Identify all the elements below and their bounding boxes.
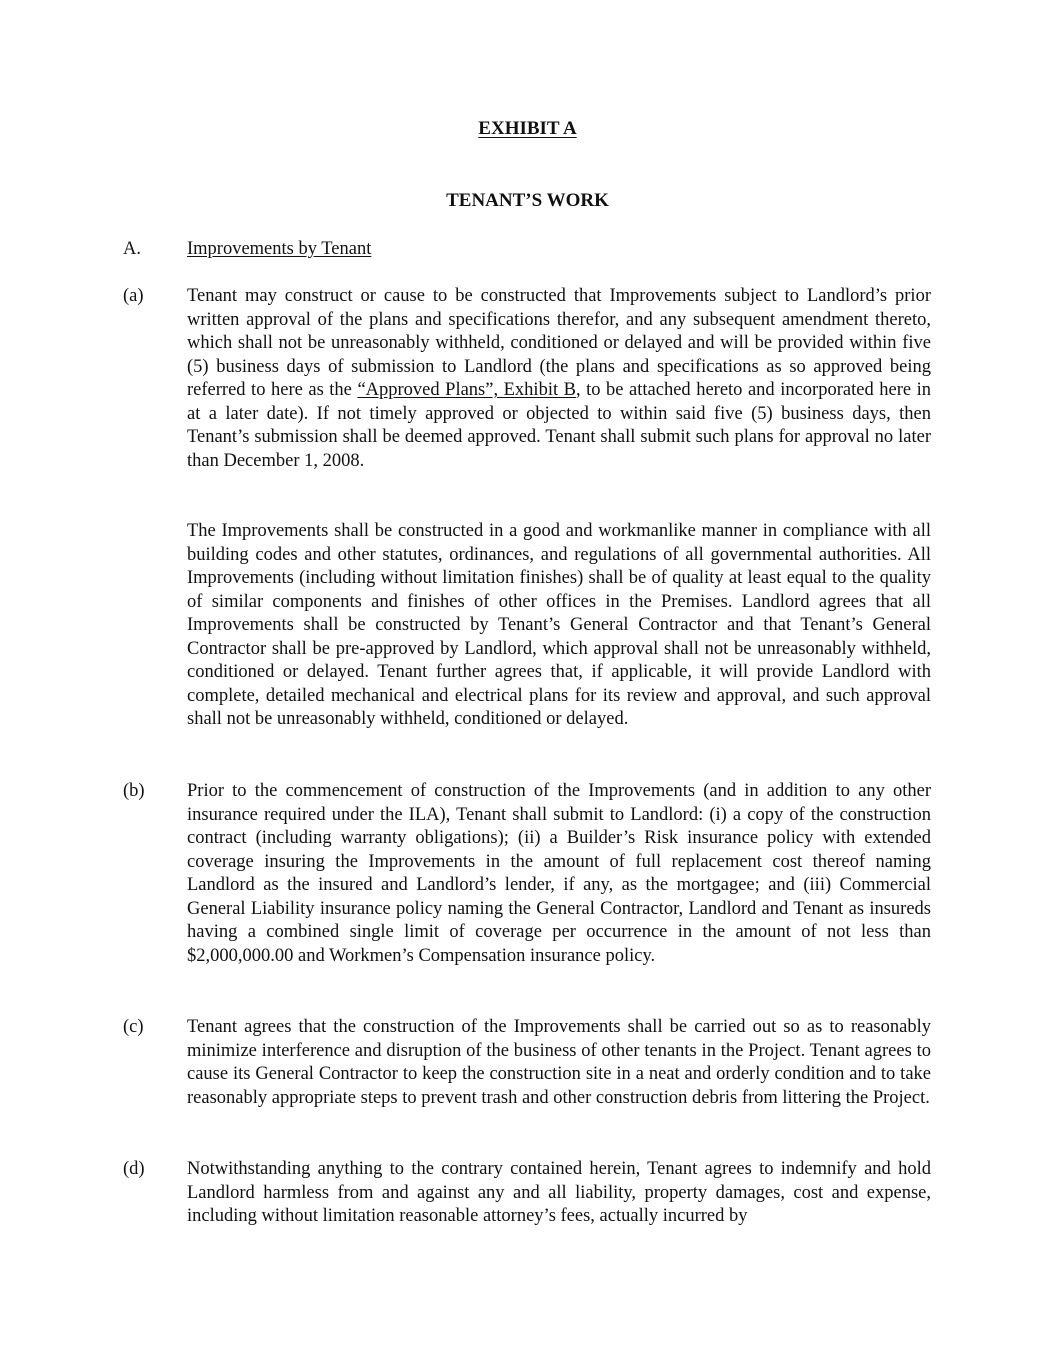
section-title: TENANT’S WORK	[446, 190, 609, 211]
paragraph-c-label: (c)	[123, 1017, 144, 1037]
paragraph-d-text: Notwithstanding anything to the contrary contained herein, Tenant agrees to indemnify and hold Landlord harmless from and against any and all liability, property damages, cost and expense, including without limitation reasonable attorney’s fees, actually incurred by	[187, 1159, 931, 1226]
section-a-heading: Improvements by Tenant	[187, 239, 372, 259]
approved-plans-reference: “Approved Plans”, Exhibit B	[357, 380, 576, 400]
paragraph-b-text: Prior to the commencement of construction of the Improvements (and in addition to any other insurance required under the ILA), Tenant shall submit to Landlord: (i) a copy of the construction contract (including warranty obligations); (ii) a Builder’s Risk insurance policy with extended coverage insuring the Improvements in the amount of full replacement cost thereof naming Landlord as the insured and Landlord’s lender, if any, as the mortgagee; and (iii) Commercial General Liability insurance policy naming the General Contractor, Landlord and Tenant as insureds having a combined single limit of coverage per occurrence in the amount of not less than $2,000,000.00 and Workmen’s Compensation insurance policy.	[187, 781, 931, 966]
section-a-label: A.	[123, 239, 141, 259]
paragraph-c-text: Tenant agrees that the construction of the Improvements shall be carried out so as to reasonably minimize interference and disruption of the business of other tenants in the Project. Tenant agrees to cause its General Contractor to keep the construction site in a neat and orderly condition and to take reasonably appropriate steps to prevent trash and other construction debris from littering the Project.	[187, 1017, 931, 1108]
paragraph-a-continued-text: The Improvements shall be constructed in a good and workmanlike manner in compliance with all building codes and other statutes, ordinances, and regulations of all governmental authorities. All Improvements (including without limitation finishes) shall be of quality at least equal to the quality of similar components and finishes of other offices in the Premises. Landlord agrees that all Improvements shall be constructed by Tenant’s General Contractor and that Tenant’s General Contractor shall be pre-approved by Landlord, which approval shall not be unreasonably withheld, conditioned or delayed. Tenant further agrees that, if applicable, it will provide Landlord with complete, detailed mechanical and electrical plans for its review and approval, and such approval shall not be unreasonably withheld, conditioned or delayed.	[187, 521, 931, 729]
paragraph-a-text	[187, 285, 931, 473]
paragraph-d-label: (d)	[123, 1159, 145, 1179]
paragraph-b-label: (b)	[123, 781, 145, 801]
paragraph-a-label: (a)	[123, 286, 144, 306]
paragraph-a-text-part2: , to be attached hereto and incorporated here in at a later date). If not timely approved or objected to within said five (5) business days, then Tenant’s submission shall be deemed approved. Tenant shall submit such plans for approval no later than December 1, 2008.	[187, 380, 931, 471]
exhibit-title: EXHIBIT A	[478, 118, 577, 139]
paragraph-a-text-part1: Tenant may construct or cause to be constructed that Improvements subject to Landlord’s prior written approval of the plans and specifications therefor, and any subsequent amendment thereto, which shall not be unreasonably withheld, conditioned or delayed and will be provided within five (5) business days of submission to Landlord (the plans and specifications as so approved being referred to here as the	[187, 286, 931, 400]
